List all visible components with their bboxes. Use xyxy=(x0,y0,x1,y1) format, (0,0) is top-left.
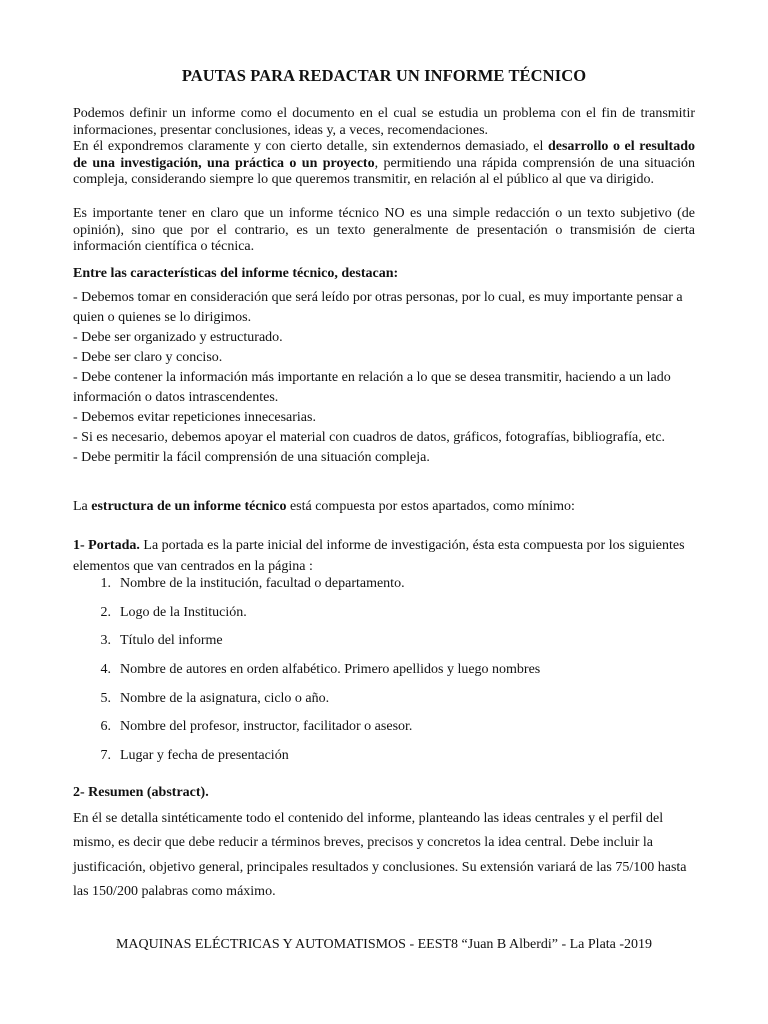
list-number: 1. xyxy=(100,576,111,591)
list-text: Nombre del profesor, instructor, facilitador o asesor. xyxy=(120,719,413,735)
structure-sentence xyxy=(73,497,695,517)
list-item: - Debe contener la información más importante en relación a lo que se desea transmitir, haciendo a un lado información o datos intrascendentes. xyxy=(73,370,671,405)
list-item: - Debemos tomar en consideración que será leído por otras personas, por lo cual, es muy importante pensar a quien o quienes se lo dirigimos. xyxy=(73,290,683,325)
structure-suffix: está compuesta por estos apartados, como mínimo: xyxy=(286,499,575,514)
list-item: - Debe ser claro y conciso. xyxy=(73,350,223,365)
list-text: Lugar y fecha de presentación xyxy=(120,748,289,764)
section-portada-intro xyxy=(73,535,695,577)
list-number: 3. xyxy=(100,633,111,649)
intro-paragraph-2 xyxy=(73,139,695,189)
intro-paragraph-3: Es importante tener en claro que un informe técnico NO es una simple redacción o un texto subjetivo (de opinión), sino que por el contrario, es un texto generalmente de presentación o transmisión de cierta información científica o técnica. xyxy=(73,206,695,255)
list-number: 4. xyxy=(100,662,111,678)
section-portada-label: 1- Portada. xyxy=(73,538,140,553)
list-item: - Debe ser organizado y estructurado. xyxy=(73,330,283,345)
list-text: Nombre de la institución, facultad o departamento. xyxy=(120,576,405,591)
section-portada-text: La portada es la parte inicial del informe de investigación, ésta esta compuesta por los siguientes elementos que van centrados en la página : xyxy=(73,538,685,574)
list-number: 6. xyxy=(100,719,111,735)
list-number: 7. xyxy=(100,748,111,764)
list-text: Logo de la Institución. xyxy=(120,604,247,620)
list-number: 5. xyxy=(100,690,111,706)
structure-bold: estructura de un informe técnico xyxy=(91,499,287,514)
list-text: Título del informe xyxy=(120,633,223,649)
page-footer: MAQUINAS ELÉCTRICAS Y AUTOMATISMOS - EEST8 “Juan B Alberdi” - La Plata -2019 xyxy=(115,937,653,952)
intro-paragraph-1: Podemos definir un informe como el documento en el cual se estudia un problema con el fin de transmitir informaciones, presentar conclusiones, ideas y, a veces, recomendaciones. xyxy=(73,106,695,138)
structure-prefix: La xyxy=(73,499,92,514)
list-item: - Debe permitir la fácil comprensión de una situación compleja. xyxy=(73,450,430,465)
section-resumen-heading: 2- Resumen (abstract). xyxy=(73,785,209,800)
section-resumen-text: En él se detalla sintéticamente todo el contenido del informe, planteando las ideas centrales y el perfil del mismo, es decir que debe reducir a términos breves, precisos y concretos la idea central. Debe incluir la justificación, objetivo general, principales resultados y conclusiones. Su extensión variará de las 75/100 hasta las 150/200 palabras como máximo. xyxy=(73,811,687,900)
characteristics-heading: Entre las características del informe técnico, destacan: xyxy=(73,266,399,281)
intro-p2-bold: desarrollo o el resultado de una investigación, una práctica o un proyecto xyxy=(73,139,695,171)
intro-p2-end: , permitiendo una rápida comprensión de una situación compleja, considerando siempre lo que queremos transmitir, en relación al el público al que va dirigido. xyxy=(73,155,695,188)
document-title: PAUTAS PARA REDACTAR UN INFORME TÉCNICO xyxy=(181,66,587,85)
list-text: Nombre de la asignatura, ciclo o año. xyxy=(120,690,330,706)
list-text: Nombre de autores en orden alfabético. Primero apellidos y luego nombres xyxy=(120,662,541,678)
list-number: 2. xyxy=(100,604,111,620)
list-item: - Debemos evitar repeticiones innecesarias. xyxy=(73,410,316,425)
intro-p2-start: En él expondremos claramente y con cierto detalle, sin extendernos demasiado, el xyxy=(73,139,548,154)
characteristics-list xyxy=(73,288,695,468)
list-item: - Si es necesario, debemos apoyar el material con cuadros de datos, gráficos, fotografías, bibliografía, etc. xyxy=(73,430,666,445)
